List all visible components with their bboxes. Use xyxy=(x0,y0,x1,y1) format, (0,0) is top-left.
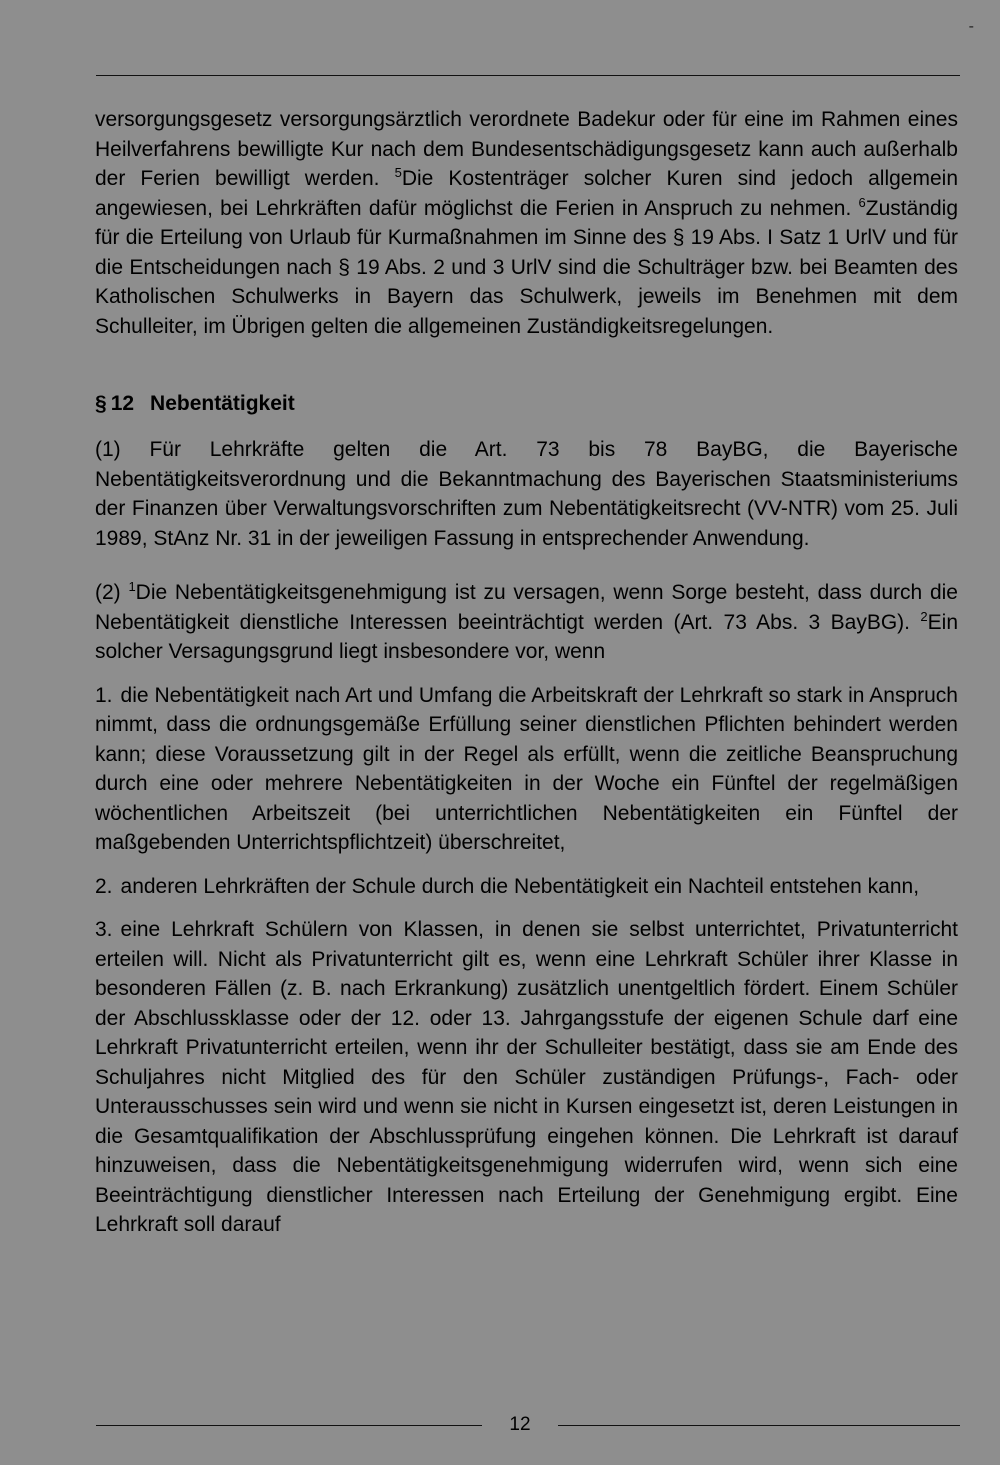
continuation-paragraph xyxy=(95,105,958,341)
page-footer xyxy=(96,1413,960,1437)
top-rule xyxy=(96,75,960,76)
sentence-5: Die Kostenträger solcher Kuren sind jedoch allgemein angewiesen, bei Lehrkräften dafür möglichst die Ferien in Anspruch zu nehmen. xyxy=(95,167,958,220)
section-title: Nebentätigkeit xyxy=(150,392,295,415)
corner-mark: - xyxy=(968,18,974,35)
sentence-number-2: 2 xyxy=(920,608,928,624)
paragraph-1-label: (1) xyxy=(95,438,121,461)
paragraph-2-sentence-2: Ein solcher Versagungsgrund liegt insbesondere vor, wenn xyxy=(95,610,958,663)
paragraph-1-text: Für Lehrkräfte gelten die Art. 73 bis 78 BayBG, die Bayerische Nebentätigkeitsverordnung und die Bekanntmachung des Bayerischen Staatsministeriums der Finanzen über Verwaltungsvorschriften zum Nebentätigkeitsrecht (VV-NTR) vom 25. Juli 1989, StAnz Nr. 31 in der jeweiligen Fassung in entsprechender Anwendung. xyxy=(95,438,958,550)
sentence-number-6: 6 xyxy=(858,194,866,210)
paragraph-2-label: (2) xyxy=(95,581,121,604)
footer-rule-right xyxy=(558,1425,960,1426)
sentence-number-1: 1 xyxy=(128,579,136,594)
list-item-2 xyxy=(95,872,958,902)
list-item-3 xyxy=(95,915,958,1240)
section-number: 12 xyxy=(110,392,135,415)
list-item-text: anderen Lehrkräften der Schule durch die Nebentätigkeit ein Nachteil entstehen kann, xyxy=(120,874,920,898)
list-item-number: 1. xyxy=(95,683,113,707)
list-item-number: 2. xyxy=(95,874,113,898)
sentence-6: Zuständig für die Erteilung von Urlaub für Kurmaßnahmen im Sinne des § 19 Abs. I Satz 1 UrlV und für die Entscheidungen nach § 19 Abs. 2 und 3 UrlV sind die Schulträger bzw. bei Beamten des Katholischen Schulwerks in Bayern das Schulwerk, jeweils im Benehmen mit dem Schulleiter, im Übrigen gelten die allgemeinen Zuständigkeitsregelungen. xyxy=(95,196,959,338)
paragraph-1 xyxy=(95,435,958,553)
footer-rule-left xyxy=(96,1425,482,1426)
paragraph-2 xyxy=(95,578,958,667)
list-item-text: die Nebentätigkeit nach Art und Umfang die Arbeitskraft der Lehrkraft so stark in Anspruch nimmt, dass die ordnungsgemäße Erfüllung seiner dienstlichen Pflichten behindert werden kann; diese Voraussetzung gilt in der Regel als erfüllt, wenn die zeitliche Beanspruchung durch eine oder mehrere Nebentätigkeiten in der Woche ein Fünftel der regelmäßigen wöchentlichen Arbeitszeit (bei unterrichtlichen Nebentätigkeiten ein Fünftel der maßgebenden Unterrichtspflichtzeit) überschreitet, xyxy=(95,683,958,854)
page-content xyxy=(95,105,958,1240)
list-item-number: 3. xyxy=(95,918,113,941)
sentence-number-5: 5 xyxy=(394,165,402,180)
paragraph-2-sentence-1: Die Nebentätigkeitsgenehmigung ist zu versagen, wenn Sorge besteht, dass durch die Nebentätigkeit dienstliche Interessen beeinträchtigt werden (Art. 73 Abs. 3 BayBG). xyxy=(95,581,958,634)
list-item-text: eine Lehrkraft Schülern von Klassen, in denen sie selbst unterrichtet, Privatunterricht erteilen will. Nicht als Privatunterricht gilt es, wenn eine Lehrkraft Schüler ihrer Klasse in besonderen Fällen (z. B. nach Erkrankung) zusätzlich unentgeltlich fördert. Einem Schüler der Abschlussklasse oder der 12. oder 13. Jahrgangsstufe der eigenen Schule darf eine Lehrkraft Privatunterricht erteilen, wenn ihr der Schulleiter bestätigt, dass sie am Ende des Schuljahres nicht Mitglied des für den Schüler zuständigen Prüfungs-, Fach- oder Unterausschusses sein wird und wenn sie nicht in Kursen eingesetzt ist, deren Leistungen in die Gesamtqualifikation der Abschlussprüfung eingehen können. Die Lehrkraft ist darauf hinzuweisen, dass die Nebentätigkeitsgenehmigung widerrufen wird, wenn sich eine Beeinträchtigung dienstlicher Interessen nach Erteilung der Genehmigung ergibt. Eine Lehrkraft soll darauf xyxy=(95,918,958,1236)
continuation-lead: versorgungsgesetz versorgungsärztlich verordnete Badekur oder für eine im Rahmen eines Heilverfahrens bewilligte Kur nach dem Bundesentschädigungsgesetz kann auch außerhalb der Ferien bewilligt werden. xyxy=(95,108,958,190)
section-heading xyxy=(95,389,958,418)
list-item-1 xyxy=(95,681,958,858)
section-symbol: § xyxy=(95,392,107,415)
page-number: 12 xyxy=(509,1414,531,1435)
